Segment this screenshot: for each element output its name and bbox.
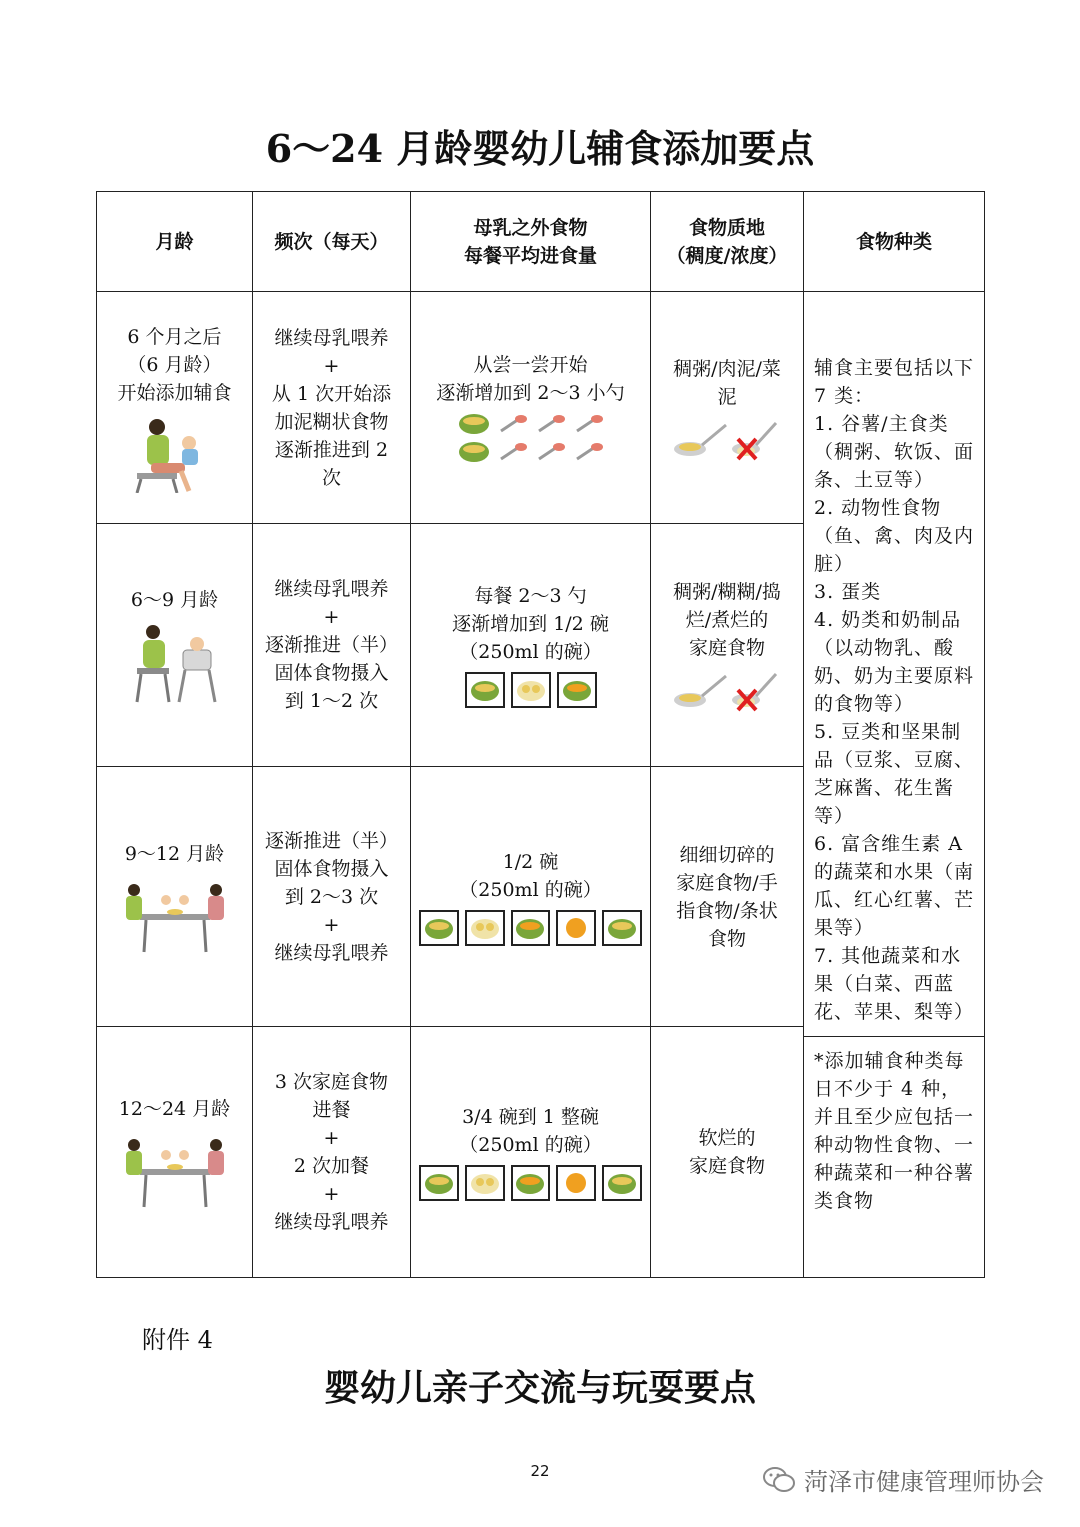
bowl-icon [556, 910, 596, 946]
texture-cell [651, 524, 804, 767]
food-type-item: 3. 蛋类 [814, 581, 882, 603]
header-texture-line2: （稠度/浓度） [666, 244, 788, 267]
food-types-cell [804, 292, 985, 1278]
age-text: 9～12 月龄 [124, 842, 225, 865]
age-cell [97, 1027, 253, 1278]
bowl-icon [465, 1165, 505, 1201]
annex-label: 附件 4 [142, 1326, 213, 1354]
amount-cell [411, 1027, 651, 1278]
age-cell [97, 767, 253, 1027]
header-amount-line1: 母乳之外食物 [473, 216, 588, 239]
texture-cell [651, 767, 804, 1027]
watermark-text: 菏泽市健康管理师协会 [804, 1468, 1044, 1496]
bowl-icon [602, 1165, 642, 1201]
amount-text: 3/4 碗到 1 整碗 （250ml 的碗） [459, 1106, 602, 1156]
frequency-cell [253, 767, 411, 1027]
food-type-item: 6. 富含维生素 A 的蔬菜和水果（南瓜、红心红薯、芒果等） [814, 833, 975, 939]
frequency-cell [253, 1027, 411, 1278]
wechat-icon [762, 1466, 796, 1494]
texture-text: 稠粥/糊糊/捣 烂/煮烂的 家庭食物 [673, 581, 781, 659]
food-bowl-icons [419, 672, 642, 708]
page-title: 6～24 月龄婴幼儿辅食添加要点 [265, 126, 815, 171]
food-type-item: 7. 其他蔬菜和水果（白菜、西蓝花、苹果、梨等） [814, 945, 975, 1023]
food-types-divider [804, 1036, 984, 1037]
spoon-icon [495, 411, 529, 437]
section-title: 婴幼儿亲子交流与玩耍要点 [323, 1367, 756, 1409]
amount-text: 1/2 碗 （250ml 的碗） [459, 850, 602, 901]
header-frequency: 频次（每天） [253, 192, 411, 292]
frequency-text: 逐渐推进（半） 固体食物摄入 到 2～3 次 + 继续母乳喂养 [264, 829, 398, 964]
food-bowl-icons [419, 910, 642, 946]
food-bowl-icons [419, 1165, 642, 1201]
texture-cell [651, 1027, 804, 1278]
frequency-cell [253, 524, 411, 767]
family-meal-illustration [120, 874, 230, 954]
age-text: 6 个月之后 （6 月龄） 开始添加辅食 [117, 325, 232, 404]
thick-vs-thin-spoon-icon [672, 668, 782, 712]
bowl-icon [556, 1165, 596, 1201]
texture-text: 稠粥/肉泥/菜 泥 [673, 357, 781, 408]
bowl-icon [511, 672, 551, 708]
bowl-icon [419, 910, 459, 946]
amount-cell [411, 524, 651, 767]
frequency-text: 继续母乳喂养 + 逐渐推进（半） 固体食物摄入 到 1～2 次 [264, 578, 398, 712]
page-number: 22 [530, 1462, 550, 1480]
green-bowl-icon [457, 411, 491, 437]
feeding-table [96, 191, 985, 1278]
food-types-note: *添加辅食种类每日不少于 4 种，并且至少应包括一种动物性食物、一种蔬菜和一种谷薯类食物 [814, 1050, 975, 1212]
food-type-item: 1. 谷薯/主食类（稠粥、软饭、面条、土豆等） [814, 413, 975, 491]
header-types: 食物种类 [804, 192, 985, 292]
bowl-icon [465, 672, 505, 708]
header-texture [651, 192, 804, 292]
thick-vs-thin-spoon-icon [672, 417, 782, 461]
texture-text: 细细切碎的 家庭食物/手 指食物/条状 食物 [676, 843, 778, 950]
bowl-icon [602, 910, 642, 946]
age-text: 6～9 月龄 [130, 589, 219, 611]
spoon-icon [533, 411, 567, 437]
mother-feeding-baby-illustration [127, 413, 223, 493]
spoon-icon [571, 439, 605, 465]
food-type-item: 2. 动物性食物（鱼、禽、肉及内脏） [814, 497, 975, 575]
table-header-row [97, 192, 985, 292]
bowl-icon [511, 910, 551, 946]
header-age: 月龄 [97, 192, 253, 292]
food-type-item: 5. 豆类和坚果制品（豆浆、豆腐、芝麻酱、花生酱等） [814, 721, 975, 827]
spoon-icon [495, 439, 529, 465]
frequency-cell [253, 292, 411, 524]
table-row [97, 292, 985, 524]
header-amount-line2: 每餐平均进食量 [463, 244, 597, 267]
texture-text: 软烂的 家庭食物 [688, 1127, 765, 1177]
texture-cell [651, 292, 804, 524]
amount-cell [411, 767, 651, 1027]
age-cell [97, 292, 253, 524]
frequency-text: 继续母乳喂养 + 从 1 次开始添 加泥糊状食物 逐渐推进到 2 次 [271, 326, 392, 489]
family-meal-illustration [120, 1129, 230, 1209]
age-cell [97, 524, 253, 767]
mother-feeding-baby-highchair-illustration [127, 620, 223, 704]
bowl-icon [419, 1165, 459, 1201]
header-texture-line1: 食物质地 [688, 216, 765, 239]
spoon-icon [533, 439, 567, 465]
bowl-icon [557, 672, 597, 708]
header-amount [411, 192, 651, 292]
spoon-bowl-icons [419, 411, 642, 465]
bowl-icon [511, 1165, 551, 1201]
green-bowl-icon [457, 439, 491, 465]
spoon-icon [571, 411, 605, 437]
bowl-icon [465, 910, 505, 946]
amount-cell [411, 292, 651, 524]
food-types-intro: 辅食主要包括以下 7 类： [814, 357, 975, 407]
frequency-text: 3 次家庭食物 进餐 + 2 次加餐 + 继续母乳喂养 [274, 1071, 389, 1233]
amount-text: 每餐 2～3 勺 逐渐增加到 1/2 碗 （250ml 的碗） [452, 585, 609, 663]
age-text: 12～24 月龄 [118, 1098, 231, 1120]
food-type-item: 4. 奶类和奶制品（以动物乳、酸奶、奶为主要原料的食物等） [814, 609, 975, 715]
amount-text: 从尝一尝开始 逐渐增加到 2～3 小勺 [436, 353, 625, 404]
watermark [762, 1462, 1044, 1497]
